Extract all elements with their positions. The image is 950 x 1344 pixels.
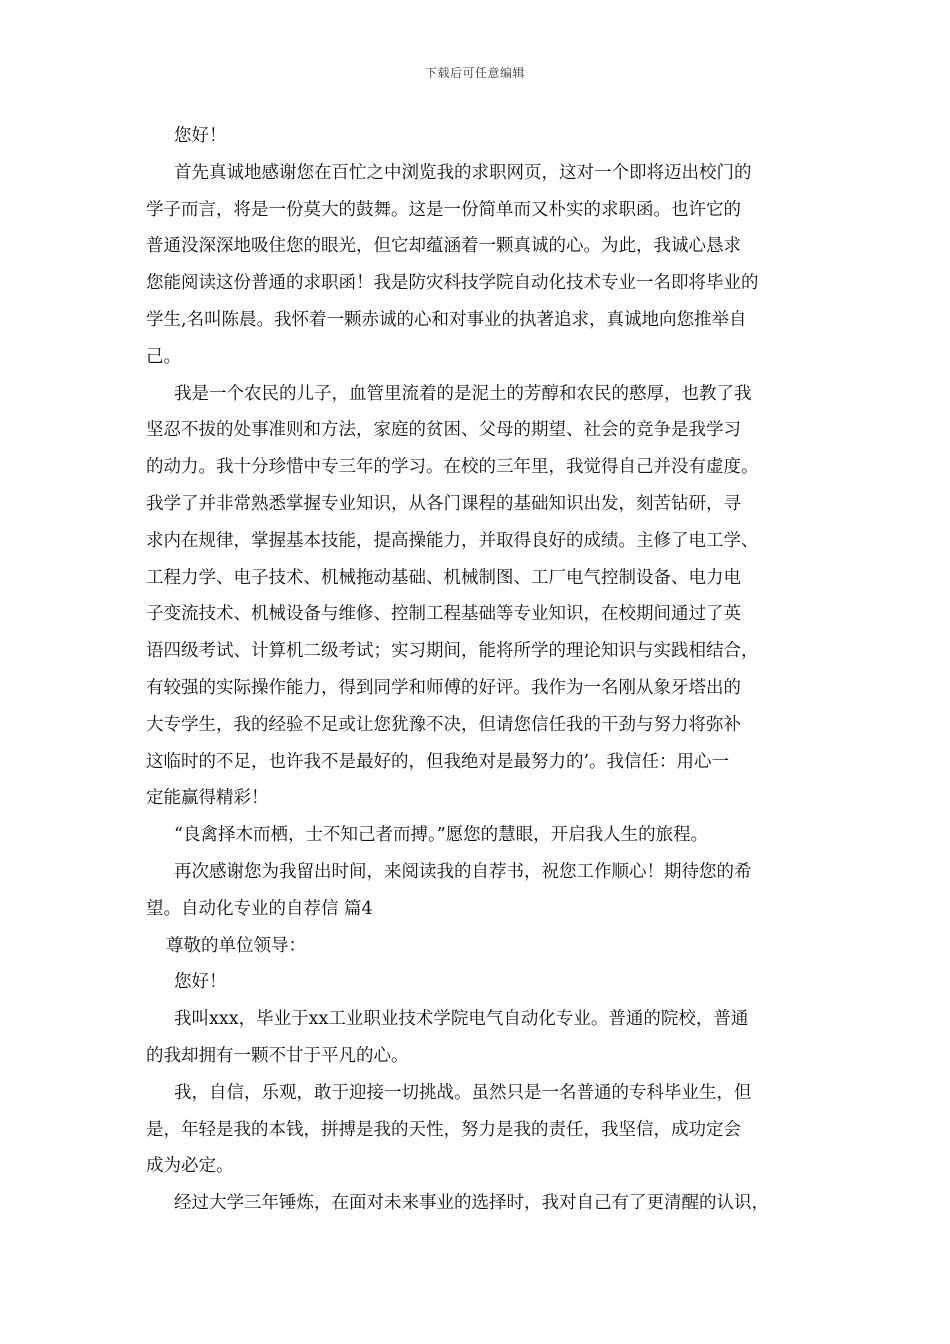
text-line: 求内在规律，掌握基本技能，提高操能力，并取得良好的成绩。主修了电工学、 [146, 530, 759, 551]
header-note: 下载后可任意编辑 [424, 66, 525, 80]
text-line: 己。 [146, 346, 181, 367]
letter-body [146, 118, 826, 1222]
text-line: 定能赢得精彩！ [146, 788, 269, 809]
text-line: 我是一个农民的儿子，血管里流着的是泥土的芳醇和农民的憨厚，也教了我 [174, 383, 752, 404]
text-line: “良禽择木而栖，士不知己者而搏。”愿您的慧眼，开启我人生的旅程。 [174, 825, 709, 846]
text-line: 成为必定。 [146, 1156, 234, 1177]
text-line: 语四级考试、计算机二级考试；实习期间，能将所学的理论知识与实践相结合， [146, 641, 759, 662]
text-line: 工程力学、电子技术、机械拖动基础、机械制图、工厂电气控制设备、电力电 [146, 567, 741, 588]
text-line: 您好！ [174, 126, 227, 146]
text-line: 普通没深深地吸住您的眼光，但它却蕴涵着一颗真诚的心。为此，我诚心恳求 [146, 236, 741, 257]
text-line: 我叫xxx，毕业于xx工业职业技术学院电气自动化专业。普通的院校，普通 [174, 1009, 749, 1030]
text-line: 是，年轻是我的本钱，拼搏是我的天性，努力是我的责任，我坚信，成功定会 [146, 1119, 741, 1140]
text-line: 坚忍不拔的处事准则和方法，家庭的贫困、父母的期望、社会的竞争是我学习 [146, 420, 741, 441]
text-line: 学子而言，将是一份莫大的鼓舞。这是一份简单而又朴实的求职函。也许它的 [146, 199, 741, 220]
text-line: 您能阅读这份普通的求职函！我是防灾科技学院自动化技术专业一名即将毕业的 [146, 273, 759, 294]
text-line: 这临时的不足，也许我不是最好的，但我绝对是最努力的’。我信任：用心一 [146, 751, 730, 772]
text-line: 的动力。我十分珍惜中专三年的学习。在校的三年里，我觉得自己并没有虚度。 [146, 457, 759, 478]
text-line: 您好！ [174, 972, 227, 993]
text-line: 我，自信，乐观，敢于迎接一切挑战。虽然只是一名普通的专科毕业生，但 [174, 1082, 752, 1103]
text-line: 我学了并非常熟悉掌握专业知识，从各门课程的基础知识出发，刻苦钻研，寻 [146, 493, 741, 514]
text-line: 有较强的实际操作能力，得到同学和师傅的好评。我作为一名刚从象牙塔出的 [146, 677, 741, 698]
text-line: 望。自动化专业的自荐信 篇4 [146, 898, 373, 919]
text-line: 子变流技术、机械设备与维修、控制工程基础等专业知识，在校期间通过了英 [146, 604, 741, 625]
text-line: 的我却拥有一颗不甘于平凡的心。 [146, 1045, 409, 1066]
text-line: 首先真诚地感谢您在百忙之中浏览我的求职网页，这对一个即将迈出校门的 [174, 162, 752, 183]
text-line: 再次感谢您为我留出时间，来阅读我的自荐书，祝您工作顺心！期待您的希 [174, 861, 752, 882]
text-line: 大专学生，我的经验不足或让您犹豫不决，但请您信任我的干劲与努力将弥补 [146, 714, 741, 735]
text-line: 经过大学三年锤炼，在面对未来事业的选择时，我对自己有了更清醒的认识， [174, 1193, 769, 1214]
text-line: 尊敬的单位领导： [166, 935, 306, 956]
text-line: 学生,名叫陈晨。我怀着一颗赤诚的心和对事业的执著追求，真诚地向您推举自 [146, 309, 747, 330]
